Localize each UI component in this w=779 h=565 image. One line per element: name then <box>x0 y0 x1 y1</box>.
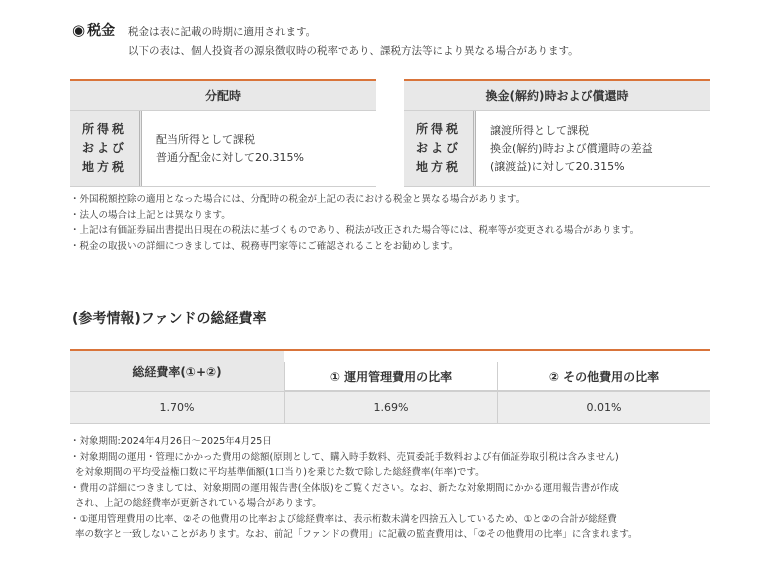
tax-heading <box>72 20 115 40</box>
tax-description-line2: 以下の表は、個人投資者の源泉徴収時の税率であり、課税方法等により異なる場合があります。 <box>128 45 579 57</box>
note-item: ・上記は有価証券届出書提出日現在の税法に基づくものであり、税法が改正された場合等には、税率等が変更される場合があります。 <box>70 225 640 236</box>
note-item: 率の数字と一致しないことがあります。なお、前記「ファンドの費用」に記載の監査費用は、「②その他費用の比率」に含まれます。 <box>75 529 638 540</box>
tax-table-header: 換金(解約)時および償還時 <box>404 81 710 110</box>
note-item: ・対象期間の運用・管理にかかった費用の総額(原則として、購入時手数料、売買委託手数料および有価証券取引税は含みません) <box>70 451 619 463</box>
tax-table-label: 所得税 および 地方税 <box>70 111 142 186</box>
note-item: ・外国税額控除の適用となった場合には、分配時の税金が上記の表における税金と異なる場合があります。 <box>70 194 526 205</box>
tax-table-header: 分配時 <box>70 81 376 110</box>
tax-table-content: 配当所得として課税 普通分配金に対して20.315% <box>156 132 304 164</box>
tax-table-content: 譲渡所得として課税 換金(解約)時および償還時の差益 (譲渡益)に対して20.315% <box>490 123 653 173</box>
expense-ratio-table <box>70 349 710 424</box>
tax-table-redemption <box>404 79 710 187</box>
note-item: ・対象期間:2024年4月26日〜2025年4月25日 <box>70 436 272 447</box>
reference-title: (参考情報)ファンドの総経費率 <box>72 311 267 327</box>
management-fee-ratio-header: ① 運用管理費用の比率 <box>284 362 497 391</box>
other-expense-ratio-header: ② その他費用の比率 <box>497 362 710 391</box>
tax-description-line1: 税金は表に記載の時期に適用されます。 <box>128 26 317 38</box>
note-item: を対象期間の平均受益権口数に平均基準価額(1口当り)を乗じた数で除した総経費率(年率)です。 <box>75 467 485 478</box>
tax-table-label: 所得税 および 地方税 <box>404 111 476 186</box>
total-expense-ratio-value: 1.70% <box>159 401 195 414</box>
note-item: ・費用の詳細につきましては、対象期間の運用報告書(全体版)をご覧ください。なお、新たな対象期間にかかる運用報告書が作成 <box>70 482 619 494</box>
tax-table-distribution <box>70 79 376 187</box>
reference-notes <box>70 434 638 543</box>
bullet-circle-icon: ◉ <box>72 21 86 39</box>
note-item: ・①運用管理費用の比率、②その他費用の比率および総経費率は、表示桁数未満を四捨五入しているため、①と②の合計が総経費 <box>70 513 617 525</box>
note-item: され、上記の総経費率が更新されている場合があります。 <box>75 498 322 509</box>
note-item: ・法人の場合は上記とは異なります。 <box>70 209 231 221</box>
management-fee-ratio-value: 1.69% <box>284 392 497 423</box>
total-expense-ratio-header: 総経費率(①+②) <box>70 351 284 391</box>
note-item: ・税金の取扱いの詳細につきましては、税務専門家等にご確認されることをお勧めします。 <box>70 240 459 252</box>
tax-heading-text: 税金 <box>87 23 116 39</box>
tax-notes <box>70 192 639 254</box>
other-expense-ratio-value: 0.01% <box>497 392 710 423</box>
